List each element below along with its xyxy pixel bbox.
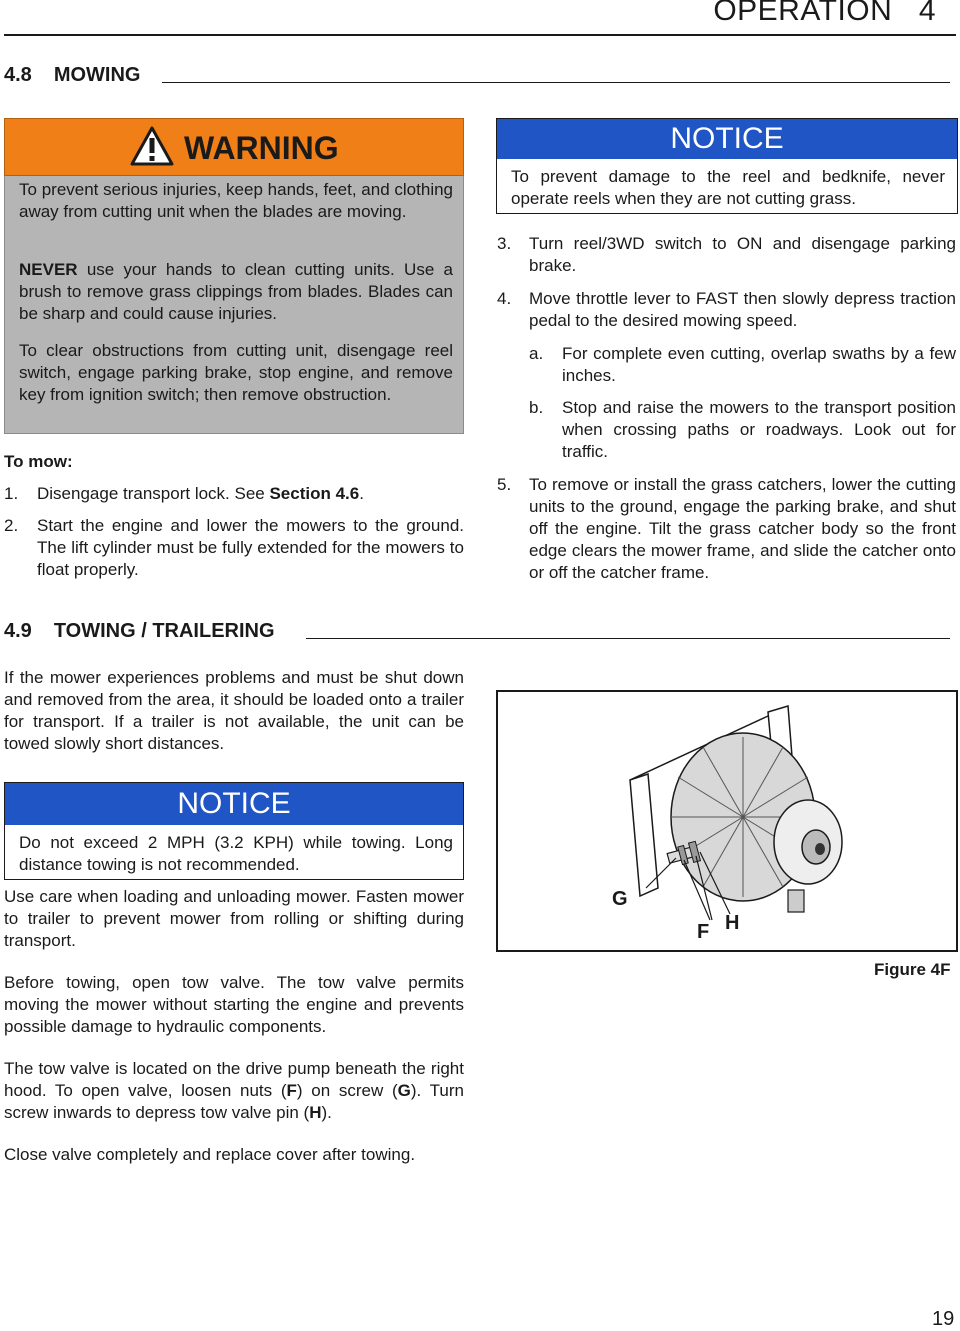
towing-paragraph-1: If the mower experiences problems and must be shut down and removed from the area, it should be loaded onto a trailer for transport. If a trailer is not available, the unit can be towed slowly short distances. [4, 668, 464, 753]
step-number: 4. [497, 289, 512, 308]
towing-paragraph-4: The tow valve is located on the drive pump beneath the right hood. To open valve, loosen nuts (F) on screw (G). Turn screw inwards to depress tow valve pin (H). [4, 1059, 464, 1122]
towing-paragraph-2: Use care when loading and unloading mower. Fasten mower to trailer to prevent mower from rolling or shifting during transport. [4, 887, 464, 950]
figure-caption: Figure 4F [874, 960, 951, 979]
notice-text: Do not exceed 2 MPH (3.2 KPH) while towing. Long distance towing is not recommended. [19, 833, 453, 874]
substep-letter: b. [529, 398, 544, 417]
notice-text: To prevent damage to the reel and bedknife, never operate reels when they are not cutting grass. [511, 167, 945, 208]
step-text: Start the engine and lower the mowers to the ground. The lift cylinder must be fully extended for the mowers to float properly. [37, 516, 464, 579]
page-header-title: OPERATION 4 [713, 0, 936, 27]
step-text: Disengage transport lock. See Section 4.6. [37, 484, 364, 503]
step-number: 5. [497, 475, 512, 494]
warning-title: WARNING [184, 130, 339, 166]
step-number: 2. [4, 516, 19, 535]
warning-paragraph-3: To clear obstructions from cutting unit, disengage reel switch, engage parking brake, stop engine, and remove key from ignition switch; then remove obstruction. [19, 341, 453, 404]
section-heading-towing: 4.9 TOWING / TRAILERING [4, 620, 275, 642]
step-text: Turn reel/3WD switch to ON and disengage parking brake. [529, 234, 956, 275]
step-text: To remove or install the grass catchers, lower the cutting units to the ground, engage the parking brake, and shut off the engine. Tilt the grass catcher body so the front edge clears the mower frame, and slide the catcher onto or off the catcher frame. [529, 475, 956, 582]
notice-box-mowing [496, 118, 958, 214]
header-rule [4, 34, 956, 36]
figure-label-g: G [612, 888, 628, 910]
substep-text: Stop and raise the mowers to the transport position when crossing paths or roadways. Look out for traffic. [562, 398, 956, 461]
page-number: 19 [932, 1308, 955, 1330]
notice-title: NOTICE [5, 783, 463, 825]
substep-text: For complete even cutting, overlap swaths by a few inches. [562, 344, 956, 385]
step-number: 1. [4, 484, 19, 503]
section-rule-towing [306, 638, 950, 639]
to-mow-label: To mow: [4, 452, 73, 471]
step-text: Move throttle lever to FAST then slowly depress traction pedal to the desired mowing speed. [529, 289, 956, 330]
substep-letter: a. [529, 344, 544, 363]
figure-label-f: F [697, 921, 710, 943]
notice-box-towing [4, 782, 464, 880]
warning-paragraph-1: To prevent serious injuries, keep hands, feet, and clothing away from cutting unit when the blades are moving. [19, 180, 453, 221]
figure-label-h: H [725, 912, 740, 934]
section-heading-mowing: 4.8 MOWING [4, 64, 141, 86]
notice-title: NOTICE [497, 119, 957, 159]
warning-paragraph-2: NEVER use your hands to clean cutting units. Use a brush to remove grass clippings from blades. Blades can be sharp and could cause injuries. [19, 260, 453, 323]
step-number: 3. [497, 234, 512, 253]
towing-paragraph-3: Before towing, open tow valve. The tow valve permits moving the mower without starting the engine and prevents possible damage to hydraulic components. [4, 973, 464, 1036]
warning-triangle-icon [130, 126, 174, 166]
section-rule-mowing [162, 82, 950, 83]
towing-paragraph-5: Close valve completely and replace cover after towing. [4, 1145, 416, 1164]
